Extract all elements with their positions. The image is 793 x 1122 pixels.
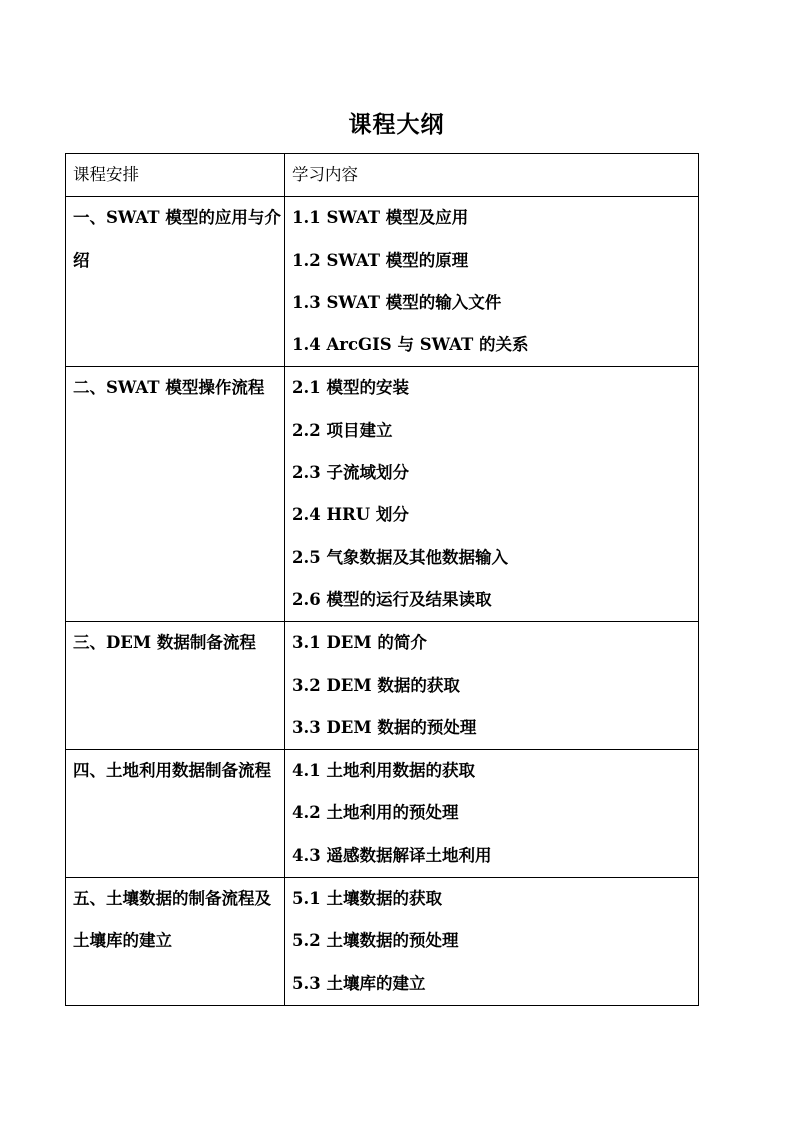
table-row xyxy=(66,622,699,750)
list-item: 1.3 SWAT 模型的输入文件 xyxy=(292,292,502,312)
items-cell xyxy=(285,367,699,622)
table-row xyxy=(66,750,699,878)
header-schedule: 课程安排 xyxy=(66,154,285,197)
items-cell xyxy=(285,750,699,878)
list-item: 5.2 土壤数据的预处理 xyxy=(292,931,459,951)
list-item: 2.6 模型的运行及结果读取 xyxy=(292,589,492,609)
items-cell xyxy=(285,878,699,1006)
list-item: 3.3 DEM 数据的预处理 xyxy=(292,717,477,737)
list-item: 4.1 土地利用数据的获取 xyxy=(292,761,475,781)
list-item: 2.3 子流域划分 xyxy=(292,463,409,483)
table-header-row xyxy=(66,154,699,197)
list-item: 5.1 土壤数据的获取 xyxy=(292,889,442,909)
list-item: 2.1 模型的安装 xyxy=(292,378,409,398)
header-content: 学习内容 xyxy=(285,154,699,197)
section-cell: 二、SWAT 模型操作流程 xyxy=(66,367,285,622)
items-cell xyxy=(285,197,699,367)
page-title: 课程大纲 xyxy=(348,111,445,138)
section-cell: 五、土壤数据的制备流程及土壤库的建立 xyxy=(66,878,285,1006)
list-item: 2.5 气象数据及其他数据输入 xyxy=(292,547,508,567)
list-item: 4.2 土地利用的预处理 xyxy=(292,803,459,823)
list-item: 2.4 HRU 划分 xyxy=(292,505,409,525)
list-item: 3.1 DEM 的简介 xyxy=(292,633,427,653)
list-item: 5.3 土壤库的建立 xyxy=(292,973,426,993)
table-row xyxy=(66,878,699,1006)
table-row xyxy=(66,197,699,367)
section-cell: 一、SWAT 模型的应用与介绍 xyxy=(66,197,285,367)
section-cell: 四、土地利用数据制备流程 xyxy=(66,750,285,878)
course-outline-table xyxy=(65,153,699,1006)
list-item: 3.2 DEM 数据的获取 xyxy=(292,675,460,695)
list-item: 2.2 项目建立 xyxy=(292,420,393,440)
list-item: 1.1 SWAT 模型及应用 xyxy=(292,208,469,228)
table-row xyxy=(66,367,699,622)
list-item: 1.2 SWAT 模型的原理 xyxy=(292,250,469,270)
list-item: 1.4 ArcGIS 与 SWAT 的关系 xyxy=(292,335,529,355)
items-cell xyxy=(285,622,699,750)
section-cell: 三、DEM 数据制备流程 xyxy=(66,622,285,750)
list-item: 4.3 遥感数据解译土地利用 xyxy=(292,845,492,865)
